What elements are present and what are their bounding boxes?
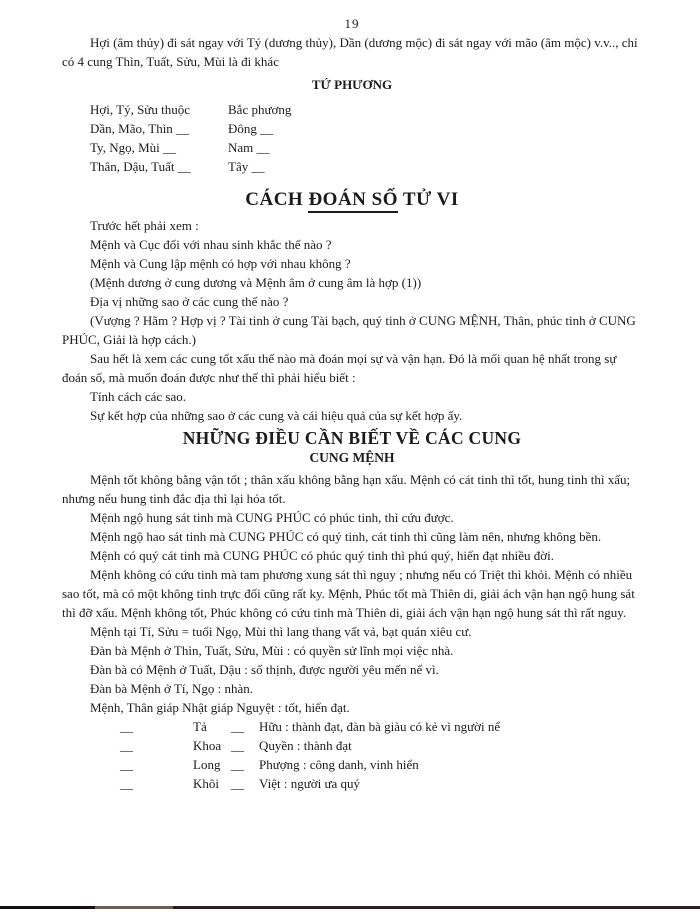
body-paragraph: Mệnh có quý cát tinh mà CUNG PHÚC có phúc quý tinh thì phú quý, hiển đạt nhiều đời. [90, 548, 554, 563]
ditto-dash: __ [231, 757, 244, 772]
star-pair-list [62, 717, 642, 793]
pair-description: Hữu : thành đạt, đàn bà giàu có kẻ vì người nể [259, 719, 501, 734]
ditto-dash: __ [120, 776, 133, 791]
zodiac-group-cell: Ty, Ngọ, Mùi __ [90, 140, 176, 155]
zodiac-group-cell: Thân, Dậu, Tuất __ [90, 159, 191, 174]
cung-menh-paragraphs [62, 470, 642, 717]
title-part: TỬ VI [398, 189, 459, 210]
ditto-dash: __ [231, 776, 244, 791]
zodiac-group-cell: Hợi, Tý, Sửu thuộc [90, 102, 190, 117]
body-paragraph: Đàn bà Mệnh ở Tí, Ngọ : nhàn. [90, 681, 253, 696]
scan-edge-artifact [0, 906, 700, 909]
ditto-dash: __ [120, 757, 133, 772]
scan-edge-light-segment [95, 906, 173, 909]
ditto-dash: __ [120, 719, 133, 734]
table-row [90, 157, 642, 176]
direction-cell: Nam __ [228, 140, 270, 155]
zodiac-group-cell: Dần, Mão, Thìn __ [90, 121, 190, 136]
doan-line: Sự kết hợp của những sao ở các cung và cái hiệu quả của sự kết hợp ấy. [90, 408, 463, 423]
section-title-nhung-dieu-can-biet: NHỮNG ĐIỀU CẦN BIẾT VỀ CÁC CUNG [182, 428, 522, 448]
intro-paragraph: Hợi (âm thủy) đi sát ngay với Tý (dương thủy), Dần (dương mộc) đi sát ngay với mão (âm mộc) v.v.., chỉ có 4 cung Thìn, Tuất, Sửu, Mùi là đi khác [62, 35, 638, 69]
section-title-cach-doan-so-tu-vi [62, 188, 642, 212]
pair-description: Việt : người ưa quý [259, 776, 361, 791]
star-name: Tả [193, 719, 207, 734]
list-row [62, 774, 642, 793]
doan-line: Địa vị những sao ở các cung thế nào ? [90, 294, 289, 309]
doan-line: Tính cách các sao. [90, 389, 187, 404]
title-part: CÁCH [245, 189, 309, 210]
direction-cell: Tây __ [228, 159, 265, 174]
subsection-title-cung-menh: CUNG MỆNH [309, 450, 395, 465]
body-paragraph: Mệnh, Thân giáp Nhật giáp Nguyệt : tốt, hiển đạt. [90, 700, 350, 715]
star-name: Long [193, 757, 221, 772]
body-paragraph: Mệnh ngộ hung sát tinh mà CUNG PHÚC có phúc tinh, thì cứu được. [90, 510, 454, 525]
list-row [62, 736, 642, 755]
cach-doan-lines [62, 216, 642, 425]
ditto-dash: __ [120, 738, 133, 753]
ditto-dash: __ [231, 719, 244, 734]
doan-line: Mệnh và Cung lập mệnh có hợp với nhau không ? [90, 256, 351, 271]
tu-phuong-table [90, 100, 642, 176]
direction-cell: Bắc phương [228, 102, 292, 117]
table-row [90, 100, 642, 119]
pair-description: Phượng : công danh, vinh hiển [259, 757, 419, 772]
table-row [90, 138, 642, 157]
list-row [62, 755, 642, 774]
body-paragraph: Mệnh tốt không bằng vận tốt ; thân xấu không bằng hạn xấu. Mệnh có cát tinh thì tốt, hung tinh thì xấu; nhưng nếu hung tinh đắc địa thì lại hóa tốt. [62, 472, 631, 506]
doan-line: Sau hết là xem các cung tốt xấu thế nào mà đoán mọi sự và vận hạn. Đó là mối quan hệ nhất trong sự đoán số, mà muốn đoán được như thế thì phải hiểu biết : [62, 351, 617, 385]
doan-line: Trước hết phải xem : [90, 218, 199, 233]
doan-line: (Vượng ? Hãm ? Hợp vị ? Tài tinh ở cung Tài bạch, quý tinh ở CUNG MỆNH, Thân, phúc tinh ở CUNG PHÚC, Giải là hợp cách.) [62, 313, 636, 347]
body-paragraph: Mệnh ngộ hao sát tinh mà CUNG PHÚC có quý tinh, cát tinh thì cũng làm nên, nhưng không bền. [90, 529, 602, 544]
body-paragraph: Đàn bà Mệnh ở Thìn, Tuất, Sửu, Mùi : có quyền sử lĩnh mọi việc nhà. [90, 643, 454, 658]
ditto-dash: __ [231, 738, 244, 753]
pair-description: Quyền : thành đạt [259, 738, 352, 753]
scan-edge-dark-segment [0, 906, 95, 909]
star-name: Khoa [193, 738, 222, 753]
tu-phuong-title: TỨ PHƯƠNG [311, 77, 393, 92]
body-paragraph: Mệnh không có cứu tinh mà tam phương xung sát thì nguy ; nhưng nếu có Triệt thì khỏi. Mệnh có nhiều sao tốt, mà có một không tinh trực đối cũng rất ky. Mệnh, Phúc tốt mà Thiên di, giải ách vận hạn ngộ hung sát thì đỡ xấu. Mệnh không tốt, Phúc không có cứu tinh mà Thiên di, giải ách vận hạn ngộ hung sát thì rất nguy. [62, 567, 635, 620]
title-part-underlined: ĐOÁN SỐ [308, 189, 398, 213]
body-paragraph: Đàn bà có Mệnh ở Tuất, Dậu : số thịnh, được người yêu mến nể vì. [90, 662, 439, 677]
doan-line: Mệnh và Cục đối với nhau sinh khắc thế nào ? [90, 237, 332, 252]
doan-line: (Mệnh dương ở cung dương và Mệnh âm ở cung âm là hợp (1)) [90, 275, 422, 290]
star-name: Khôi [193, 776, 219, 791]
body-paragraph: Mệnh tại Tí, Sửu = tuổi Ngọ, Mùi thì lang thang vất vả, bạt quán xiêu cư. [90, 624, 472, 639]
page-number: 19 [344, 16, 360, 31]
direction-cell: Đông __ [228, 121, 274, 136]
table-row [90, 119, 642, 138]
list-row [62, 717, 642, 736]
